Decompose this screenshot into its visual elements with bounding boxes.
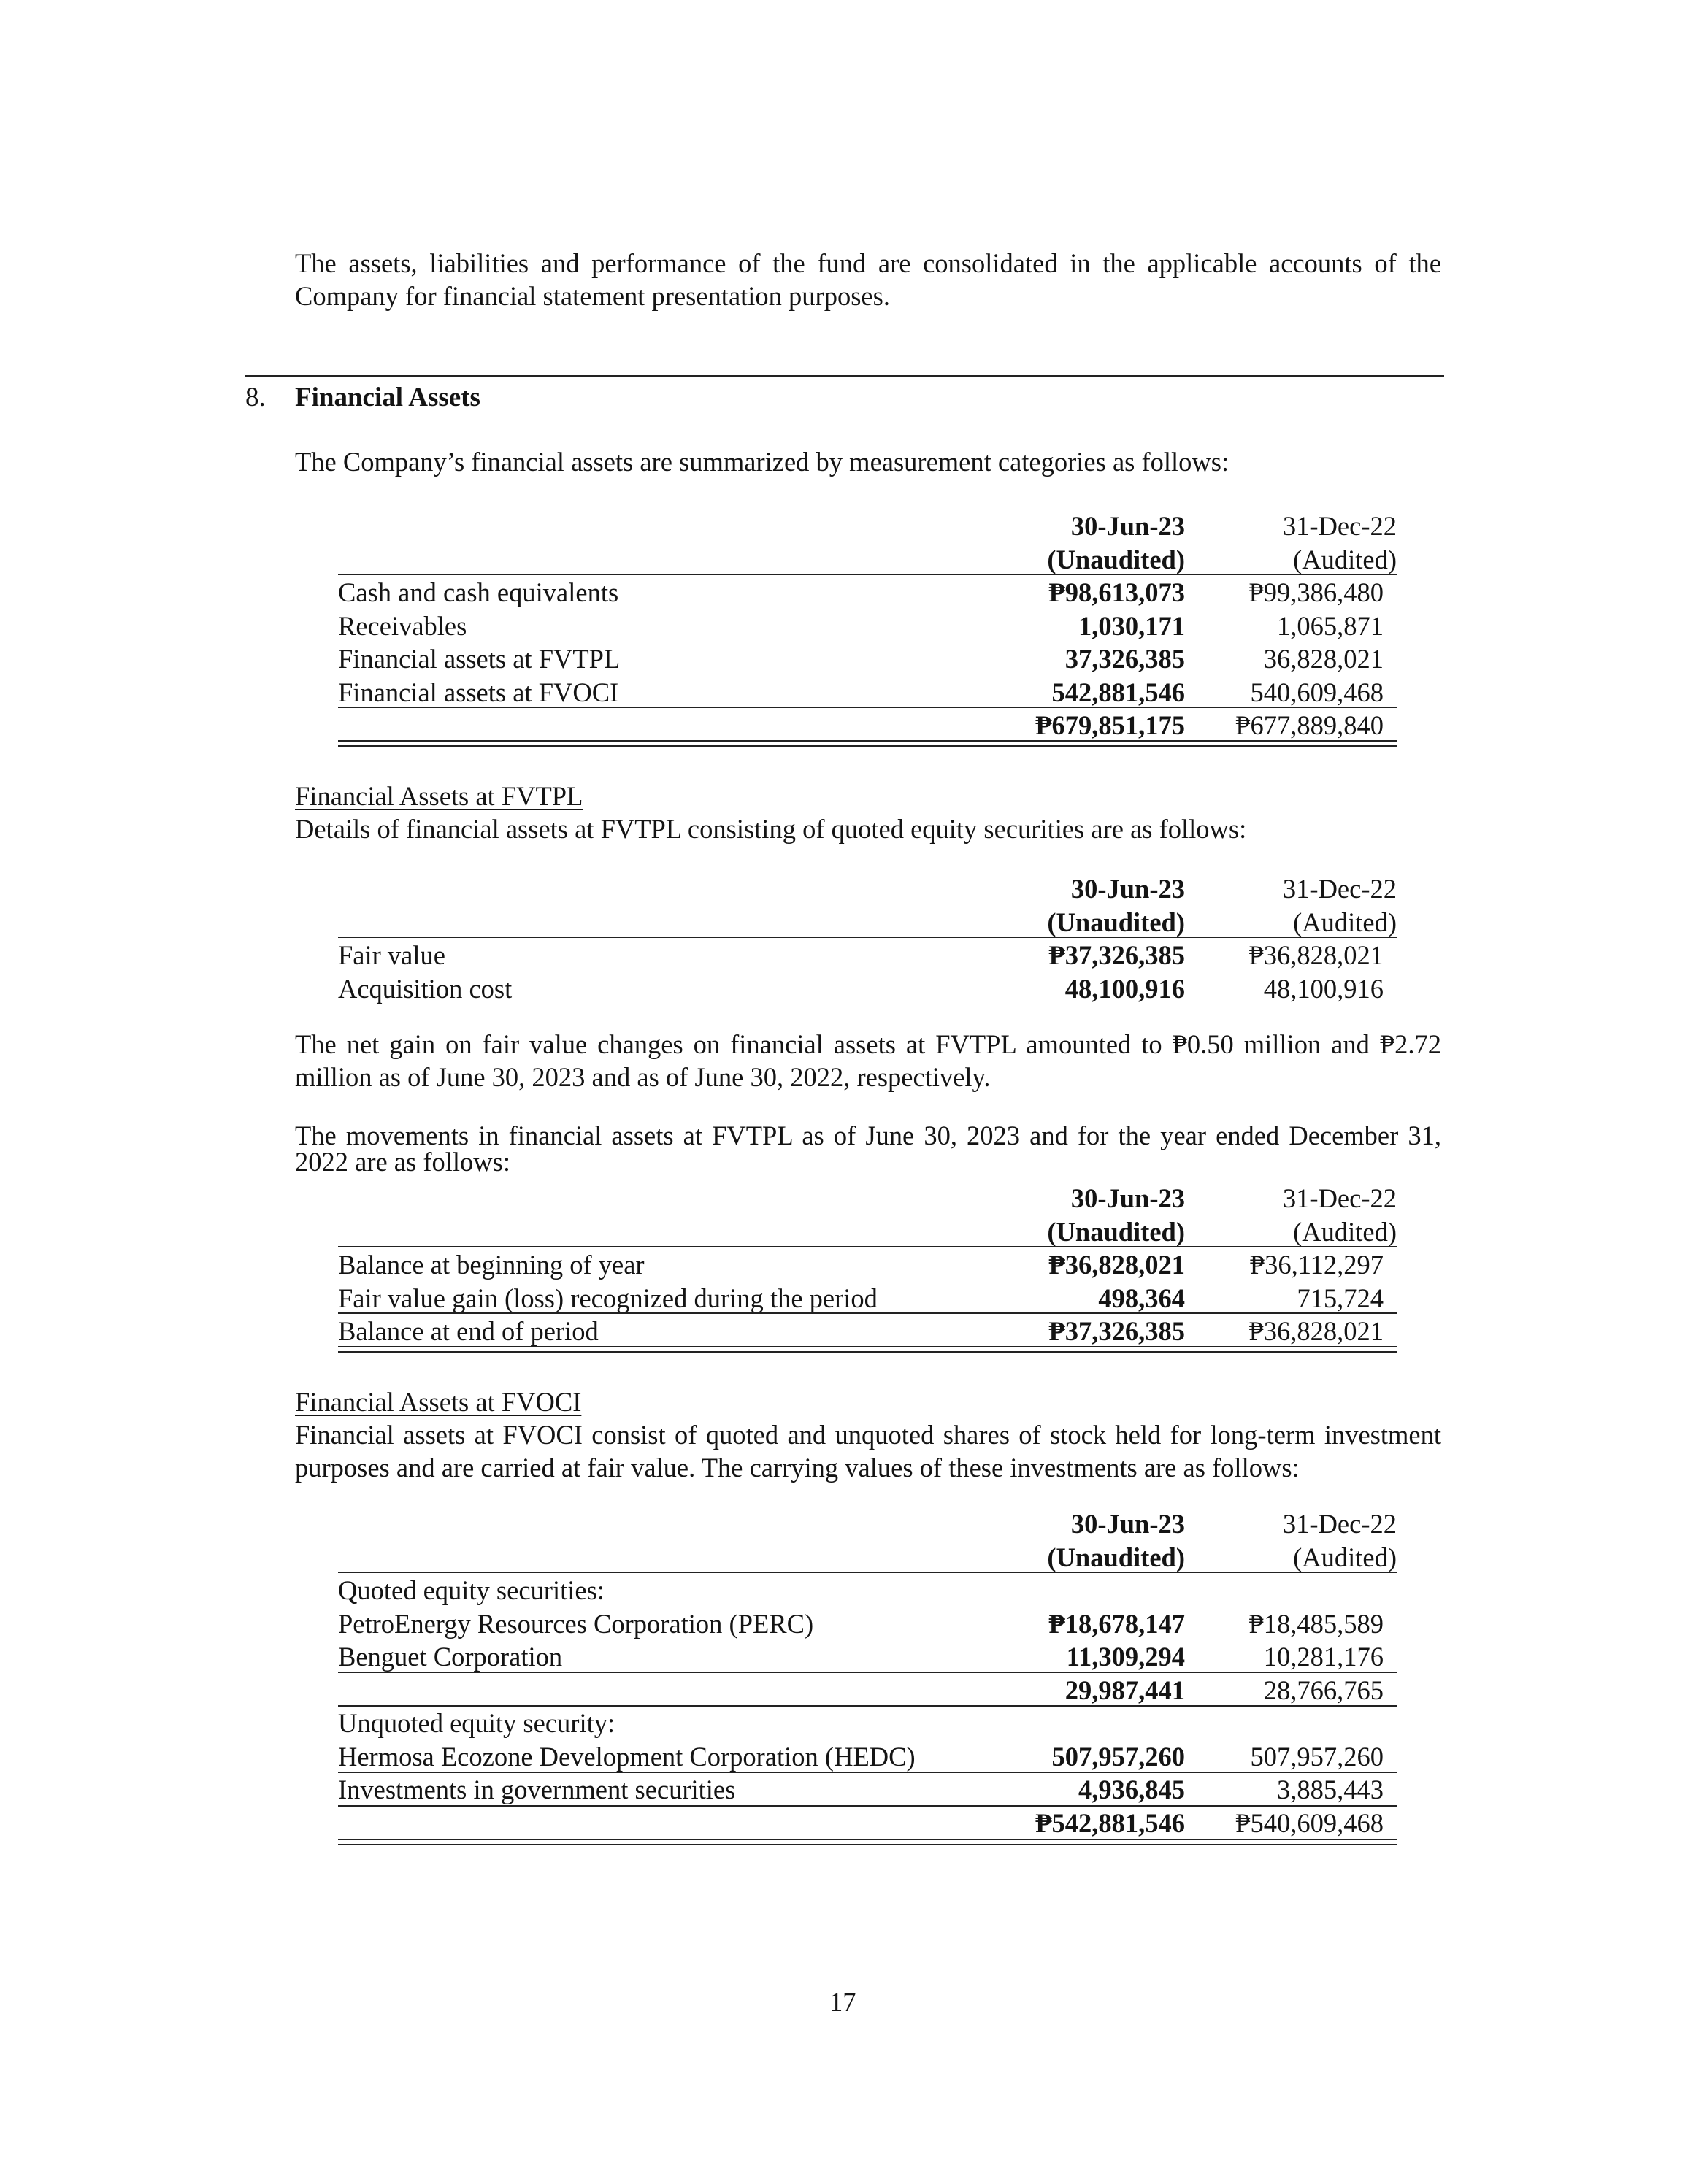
table-header-row	[338, 1541, 1397, 1574]
value-jun23: ₱18,678,147	[1048, 1608, 1185, 1639]
total-double-rule	[338, 740, 1397, 747]
fvoci-intro: Financial assets at FVOCI consist of quoted and unquoted shares of stock held for long-term investment purposes and are carried at fair value. The carrying values of these investments are as follows:	[295, 1420, 1441, 1483]
total-double-rule	[338, 1346, 1397, 1353]
row-label: Hermosa Ecozone Development Corporation (HEDC)	[338, 1741, 916, 1772]
row-label: Receivables	[338, 610, 467, 641]
summary-intro: The Company’s financial assets are summarized by measurement categories as follows:	[295, 447, 1229, 477]
fvtpl-heading: Financial Assets at FVTPL	[295, 781, 583, 811]
value-dec22: 715,724	[1297, 1283, 1384, 1313]
subtotal-rule	[338, 707, 1397, 708]
subtotal-row	[338, 1674, 1397, 1707]
header-rule	[338, 937, 1397, 938]
value-dec22: 3,885,443	[1277, 1774, 1384, 1804]
table-header-row	[338, 543, 1397, 577]
row-label: Benguet Corporation	[338, 1642, 563, 1672]
value-jun23: 1,030,171	[1078, 610, 1185, 641]
table-row	[338, 1740, 1397, 1774]
table-header-row	[338, 510, 1397, 543]
value-dec22: 36,828,021	[1263, 644, 1384, 674]
col-subheader-audited: (Audited)	[1293, 1216, 1397, 1247]
subtotal-jun23: 29,987,441	[1064, 1674, 1185, 1705]
value-jun23: ₱36,828,021	[1048, 1250, 1185, 1280]
row-label: Fair value	[338, 940, 445, 970]
value-jun23: ₱37,326,385	[1048, 940, 1185, 970]
header-rule	[338, 574, 1397, 575]
summary-table	[338, 510, 1397, 742]
table-header-row	[338, 872, 1397, 906]
col-subheader-audited: (Audited)	[1293, 544, 1397, 574]
group-label-row	[338, 1707, 1397, 1740]
value-jun23: 4,936,845	[1078, 1774, 1185, 1804]
table-row	[338, 642, 1397, 676]
col-subheader-unaudited: (Unaudited)	[1047, 1216, 1185, 1247]
table-row	[338, 1282, 1397, 1315]
table-header-row	[338, 1182, 1397, 1215]
table-row	[338, 1640, 1397, 1674]
table-row	[338, 1607, 1397, 1641]
movements-intro: The movements in financial assets at FVTPL as of June 30, 2023 and for the year ended December 31, 2022 are as follows:	[295, 1120, 1441, 1177]
net-gain-paragraph: The net gain on fair value changes on financial assets at FVTPL amounted to ₱0.50 million and ₱2.72 million as of June 30, 2023 and as of June 30, 2022, respectively.	[295, 1029, 1441, 1092]
col-header-jun23: 30-Jun-23	[1070, 874, 1185, 904]
table-row	[338, 676, 1397, 710]
value-jun23: 507,957,260	[1051, 1741, 1185, 1772]
table-header-row	[338, 1507, 1397, 1541]
col-header-dec22: 31-Dec-22	[1282, 1509, 1397, 1539]
table-row	[338, 576, 1397, 610]
fvtpl-details-table	[338, 872, 1397, 1005]
value-dec22: ₱99,386,480	[1248, 577, 1384, 607]
row-label: Financial assets at FVTPL	[338, 644, 621, 674]
total-jun23: ₱679,851,175	[1035, 710, 1185, 740]
row-label: Balance at end of period	[338, 1316, 599, 1346]
value-jun23: 37,326,385	[1064, 644, 1185, 674]
col-header-dec22: 31-Dec-22	[1282, 874, 1397, 904]
total-row	[338, 709, 1397, 742]
table-row	[338, 939, 1397, 972]
page-number: 17	[829, 1987, 856, 2017]
col-subheader-unaudited: (Unaudited)	[1047, 1542, 1185, 1572]
table-header-row	[338, 906, 1397, 939]
value-jun23: 11,309,294	[1066, 1642, 1185, 1672]
col-header-jun23: 30-Jun-23	[1070, 511, 1185, 541]
col-subheader-audited: (Audited)	[1293, 1542, 1397, 1572]
subtotal-dec22: 28,766,765	[1263, 1674, 1384, 1705]
col-header-dec22: 31-Dec-22	[1282, 511, 1397, 541]
header-rule	[338, 1246, 1397, 1247]
fvtpl-details-intro: Details of financial assets at FVTPL consisting of quoted equity securities are as follows:	[295, 814, 1247, 844]
value-dec22: ₱18,485,589	[1248, 1608, 1384, 1639]
fvtpl-movements-table	[338, 1182, 1397, 1348]
table-row	[338, 1773, 1397, 1807]
total-row	[338, 1315, 1397, 1348]
row-label: Cash and cash equivalents	[338, 577, 619, 607]
fvoci-table	[338, 1507, 1397, 1839]
total-dec22: ₱677,889,840	[1235, 710, 1384, 740]
row-label: Fair value gain (loss) recognized during the period	[338, 1283, 878, 1313]
value-dec22: ₱36,828,021	[1248, 940, 1384, 970]
header-rule	[338, 1572, 1397, 1573]
total-jun23: ₱542,881,546	[1035, 1807, 1185, 1838]
fvtpl-heading-block	[295, 780, 1441, 812]
group-label-row	[338, 1574, 1397, 1607]
table-row	[338, 610, 1397, 643]
value-jun23: ₱98,613,073	[1048, 577, 1185, 607]
quoted-label: Quoted equity securities:	[338, 1575, 605, 1605]
value-jun23: 48,100,916	[1064, 973, 1185, 1004]
value-dec22: ₱36,112,297	[1249, 1250, 1384, 1280]
value-dec22: ₱36,828,021	[1248, 1316, 1384, 1346]
row-label: Balance at beginning of year	[338, 1250, 645, 1280]
total-dec22: ₱540,609,468	[1235, 1807, 1384, 1838]
table-row	[338, 1248, 1397, 1282]
fvoci-heading: Financial Assets at FVOCI	[295, 1387, 582, 1417]
unquoted-label: Unquoted equity security:	[338, 1708, 615, 1738]
intro-paragraph: The assets, liabilities and performance of the fund are consolidated in the applicable accounts of the Company for financial statement presentation purposes.	[295, 248, 1441, 311]
section-rule	[245, 375, 1444, 377]
col-header-jun23: 30-Jun-23	[1070, 1183, 1185, 1213]
section-number: 8.	[245, 382, 266, 412]
total-row	[338, 1807, 1397, 1840]
col-header-jun23: 30-Jun-23	[1070, 1509, 1185, 1539]
table-row	[338, 972, 1397, 1006]
col-subheader-audited: (Audited)	[1293, 907, 1397, 937]
section-title: Financial Assets	[295, 382, 480, 412]
total-double-rule	[338, 1839, 1397, 1845]
col-header-dec22: 31-Dec-22	[1282, 1183, 1397, 1213]
table-header-row	[338, 1215, 1397, 1249]
value-dec22: 507,957,260	[1250, 1741, 1384, 1772]
fvoci-heading-block	[295, 1385, 1441, 1418]
value-dec22: 1,065,871	[1277, 610, 1384, 641]
value-dec22: 540,609,468	[1250, 677, 1384, 707]
row-label: PetroEnergy Resources Corporation (PERC)	[338, 1608, 814, 1639]
row-label: Acquisition cost	[338, 973, 513, 1004]
value-jun23: 498,364	[1098, 1283, 1185, 1313]
col-subheader-unaudited: (Unaudited)	[1047, 907, 1185, 937]
subtotal-rule	[338, 1312, 1397, 1314]
value-dec22: 48,100,916	[1263, 973, 1384, 1004]
value-jun23: 542,881,546	[1051, 677, 1185, 707]
row-label: Investments in government securities	[338, 1774, 736, 1804]
value-jun23: ₱37,326,385	[1048, 1316, 1185, 1346]
row-label: Financial assets at FVOCI	[338, 677, 619, 707]
col-subheader-unaudited: (Unaudited)	[1047, 544, 1185, 574]
value-dec22: 10,281,176	[1263, 1642, 1384, 1672]
